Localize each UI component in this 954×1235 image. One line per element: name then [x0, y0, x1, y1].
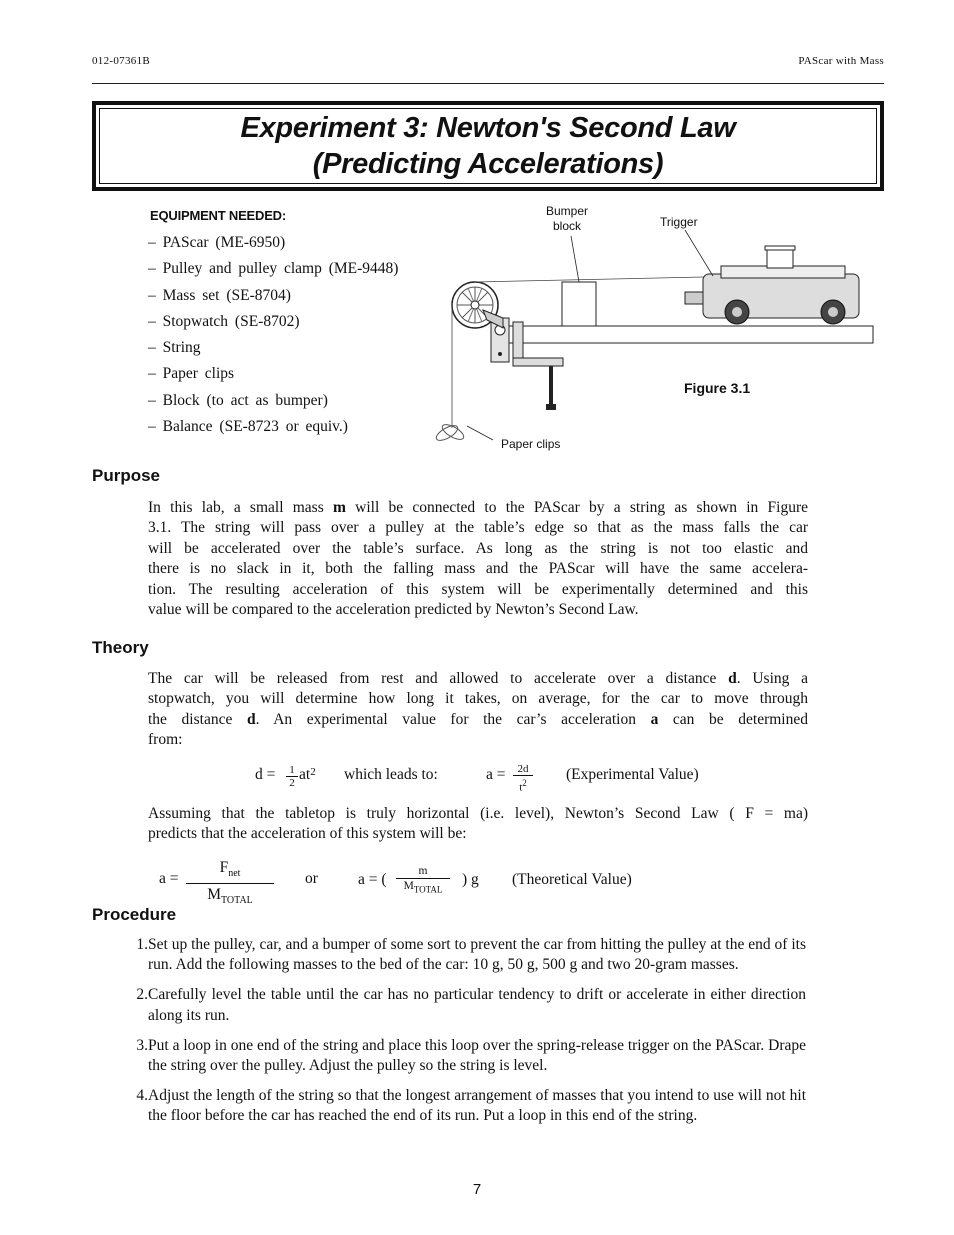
- step-text: Carefully level the table until the car has no particular tendency to drift or accelerate in either direction along its run.: [148, 986, 806, 1024]
- theory-line: the distance d. An experimental value for the car’s acceleration a can be determined: [148, 710, 808, 728]
- pascar: [685, 246, 859, 324]
- step-text: Set up the pulley, car, and a bumper of some sort to prevent the car from hitting the pulley at the end of its run. Add the following masses to the bed of the car: 10 g, 50 g, 500 g and two 20-gram masses.: [148, 936, 806, 974]
- eq1-a-lhs: a =: [486, 766, 506, 783]
- purpose-line: there is no slack in it, both the falling mass and the PAScar will have the same accelera-: [148, 560, 808, 578]
- title-box: [92, 101, 884, 191]
- eq2-fraction: [186, 858, 274, 912]
- eq1-a-denominator: [513, 776, 533, 795]
- purpose-line: 3.1. The string will pass over a pulley at the table’s edge so that as the mass falls the car: [148, 519, 808, 537]
- eq1-half-fraction: [286, 764, 298, 790]
- procedure-step: [120, 1086, 808, 1127]
- eq2-b-numerator: m: [396, 864, 450, 879]
- eq1-rest: [299, 766, 316, 784]
- paper-clips: [434, 422, 466, 444]
- eq1-a-den-exp: 2: [522, 778, 527, 788]
- theory-line: stopwatch, you will determine how long it takes, on average, for the car to move through: [148, 690, 808, 708]
- eq2-denominator: [186, 884, 274, 912]
- bumper-block-label: [544, 204, 590, 234]
- theory-paragraph: [148, 669, 808, 751]
- eq1-exponent: 2: [310, 766, 316, 778]
- step-number: 4.: [136, 1086, 148, 1104]
- purpose-heading: Purpose: [92, 466, 161, 485]
- eq2-label: (Theoretical Value): [512, 871, 632, 888]
- eq1-lhs: d =: [255, 766, 276, 783]
- eq2-num-f: F: [219, 859, 229, 876]
- purpose-line: tion. The resulting acceleration of this system will be experimentally determined and this: [148, 580, 808, 598]
- paper-clips-label: Paper clips: [501, 437, 561, 451]
- procedure-heading: Procedure: [92, 905, 177, 924]
- theory-line: from:: [148, 731, 183, 749]
- theory-paragraph-2: [148, 804, 808, 845]
- equipment-item: – Balance (SE-8723 or equiv.): [148, 418, 348, 436]
- bumper-block: [562, 282, 596, 326]
- bumper-label-line1: Bumper: [545, 204, 589, 218]
- eq1-a-fraction: [513, 763, 533, 795]
- equipment-item: – Block (to act as bumper): [148, 391, 328, 409]
- eq2-num-sub: net: [228, 868, 241, 880]
- eq2-b-rhs: ) g: [462, 871, 479, 888]
- title-line-2: (Predicting Accelerations): [312, 148, 664, 180]
- equipment-heading: EQUIPMENT NEEDED:: [150, 208, 287, 223]
- equipment-item: – Pulley and pulley clamp (ME-9448): [148, 260, 399, 278]
- eq1-numerator: 1: [286, 764, 298, 777]
- eq2-b-denominator: [396, 879, 450, 897]
- procedure-list: [120, 935, 808, 1136]
- title-inner-frame: [99, 108, 877, 184]
- eq2-b-fraction: [396, 864, 450, 897]
- eq2-numerator: [186, 858, 274, 884]
- step-text: Put a loop in one end of the string and place this loop over the spring-release trigger on the PAScar. Drape the string over the pulley. Adjust the pulley so the string is level.: [148, 1036, 806, 1075]
- step-number: 1.: [136, 936, 148, 953]
- purpose-line: In this lab, a small mass m will be connected to the PAScar by a string as shown in Figure: [148, 499, 809, 516]
- eq1-at: at: [299, 766, 311, 783]
- eq1-a-den-t: t: [519, 781, 523, 794]
- equipment-item: – Mass set (SE-8704): [148, 286, 291, 304]
- doc-number: 012-07361B: [92, 55, 150, 67]
- eq2-b-lhs: a = (: [358, 871, 387, 888]
- header-rule: [92, 83, 884, 84]
- theory-line: The car will be released from rest and allowed to accelerate over a distance d. Using a: [148, 670, 808, 687]
- step-text: Adjust the length of the string so that the longest arrangement of masses that you intend to use will not hit the floor before the car has reached the end of its run. Put a loop in this end of the string.: [148, 1086, 806, 1125]
- title-line-1: Experiment 3: Newton's Second Law: [240, 112, 736, 144]
- eq1-label: (Experimental Value): [566, 766, 699, 783]
- figure-3-1-diagram: [425, 200, 885, 460]
- theory-line: Assuming that the tabletop is truly horizontal (i.e. level), Newton’s Second Law ( F = ma): [148, 805, 808, 822]
- equipment-item: – Paper clips: [148, 365, 235, 383]
- eq2-b-den-m: M: [403, 880, 414, 892]
- horizontal-string: [475, 277, 703, 282]
- eq2-lhs: a =: [159, 870, 179, 887]
- eq2-den-sub: TOTAL: [221, 895, 253, 907]
- equipment-item: – String: [148, 339, 201, 357]
- equipment-item: – Stopwatch (SE-8702): [148, 312, 300, 330]
- figure-caption: Figure 3.1: [684, 380, 751, 396]
- pulley: [452, 282, 503, 328]
- procedure-step: [120, 935, 808, 976]
- doc-header-title: PAScar with Mass: [798, 55, 884, 67]
- theory-heading: Theory: [92, 638, 149, 657]
- purpose-paragraph: [148, 498, 808, 620]
- eq2-b-den-sub: TOTAL: [413, 884, 443, 895]
- step-number: 3.: [136, 1036, 148, 1054]
- trigger-label: Trigger: [660, 215, 698, 229]
- eq1-which-leads: which leads to:: [344, 766, 438, 783]
- eq1-a-numerator: 2d: [513, 763, 533, 776]
- eq2-den-m: M: [207, 886, 221, 904]
- theory-line: predicts that the acceleration of this system will be:: [148, 825, 467, 843]
- procedure-step: [120, 1036, 808, 1077]
- equipment-item: – PAScar (ME-6950): [148, 234, 286, 251]
- purpose-line: value will be compared to the acceleration predicted by Newton’s Second Law.: [148, 601, 639, 619]
- equipment-list: [148, 233, 398, 443]
- bumper-label-line2: block: [552, 219, 581, 233]
- step-number: 2.: [136, 986, 148, 1004]
- eq1-denominator: 2: [289, 777, 295, 789]
- purpose-line: will be accelerated over the table’s surface. As long as the string is not too elastic and: [148, 539, 808, 557]
- table-top: [505, 326, 873, 343]
- page-number: 7: [472, 1181, 482, 1198]
- eq2-or: or: [305, 870, 318, 887]
- procedure-step: [120, 985, 808, 1026]
